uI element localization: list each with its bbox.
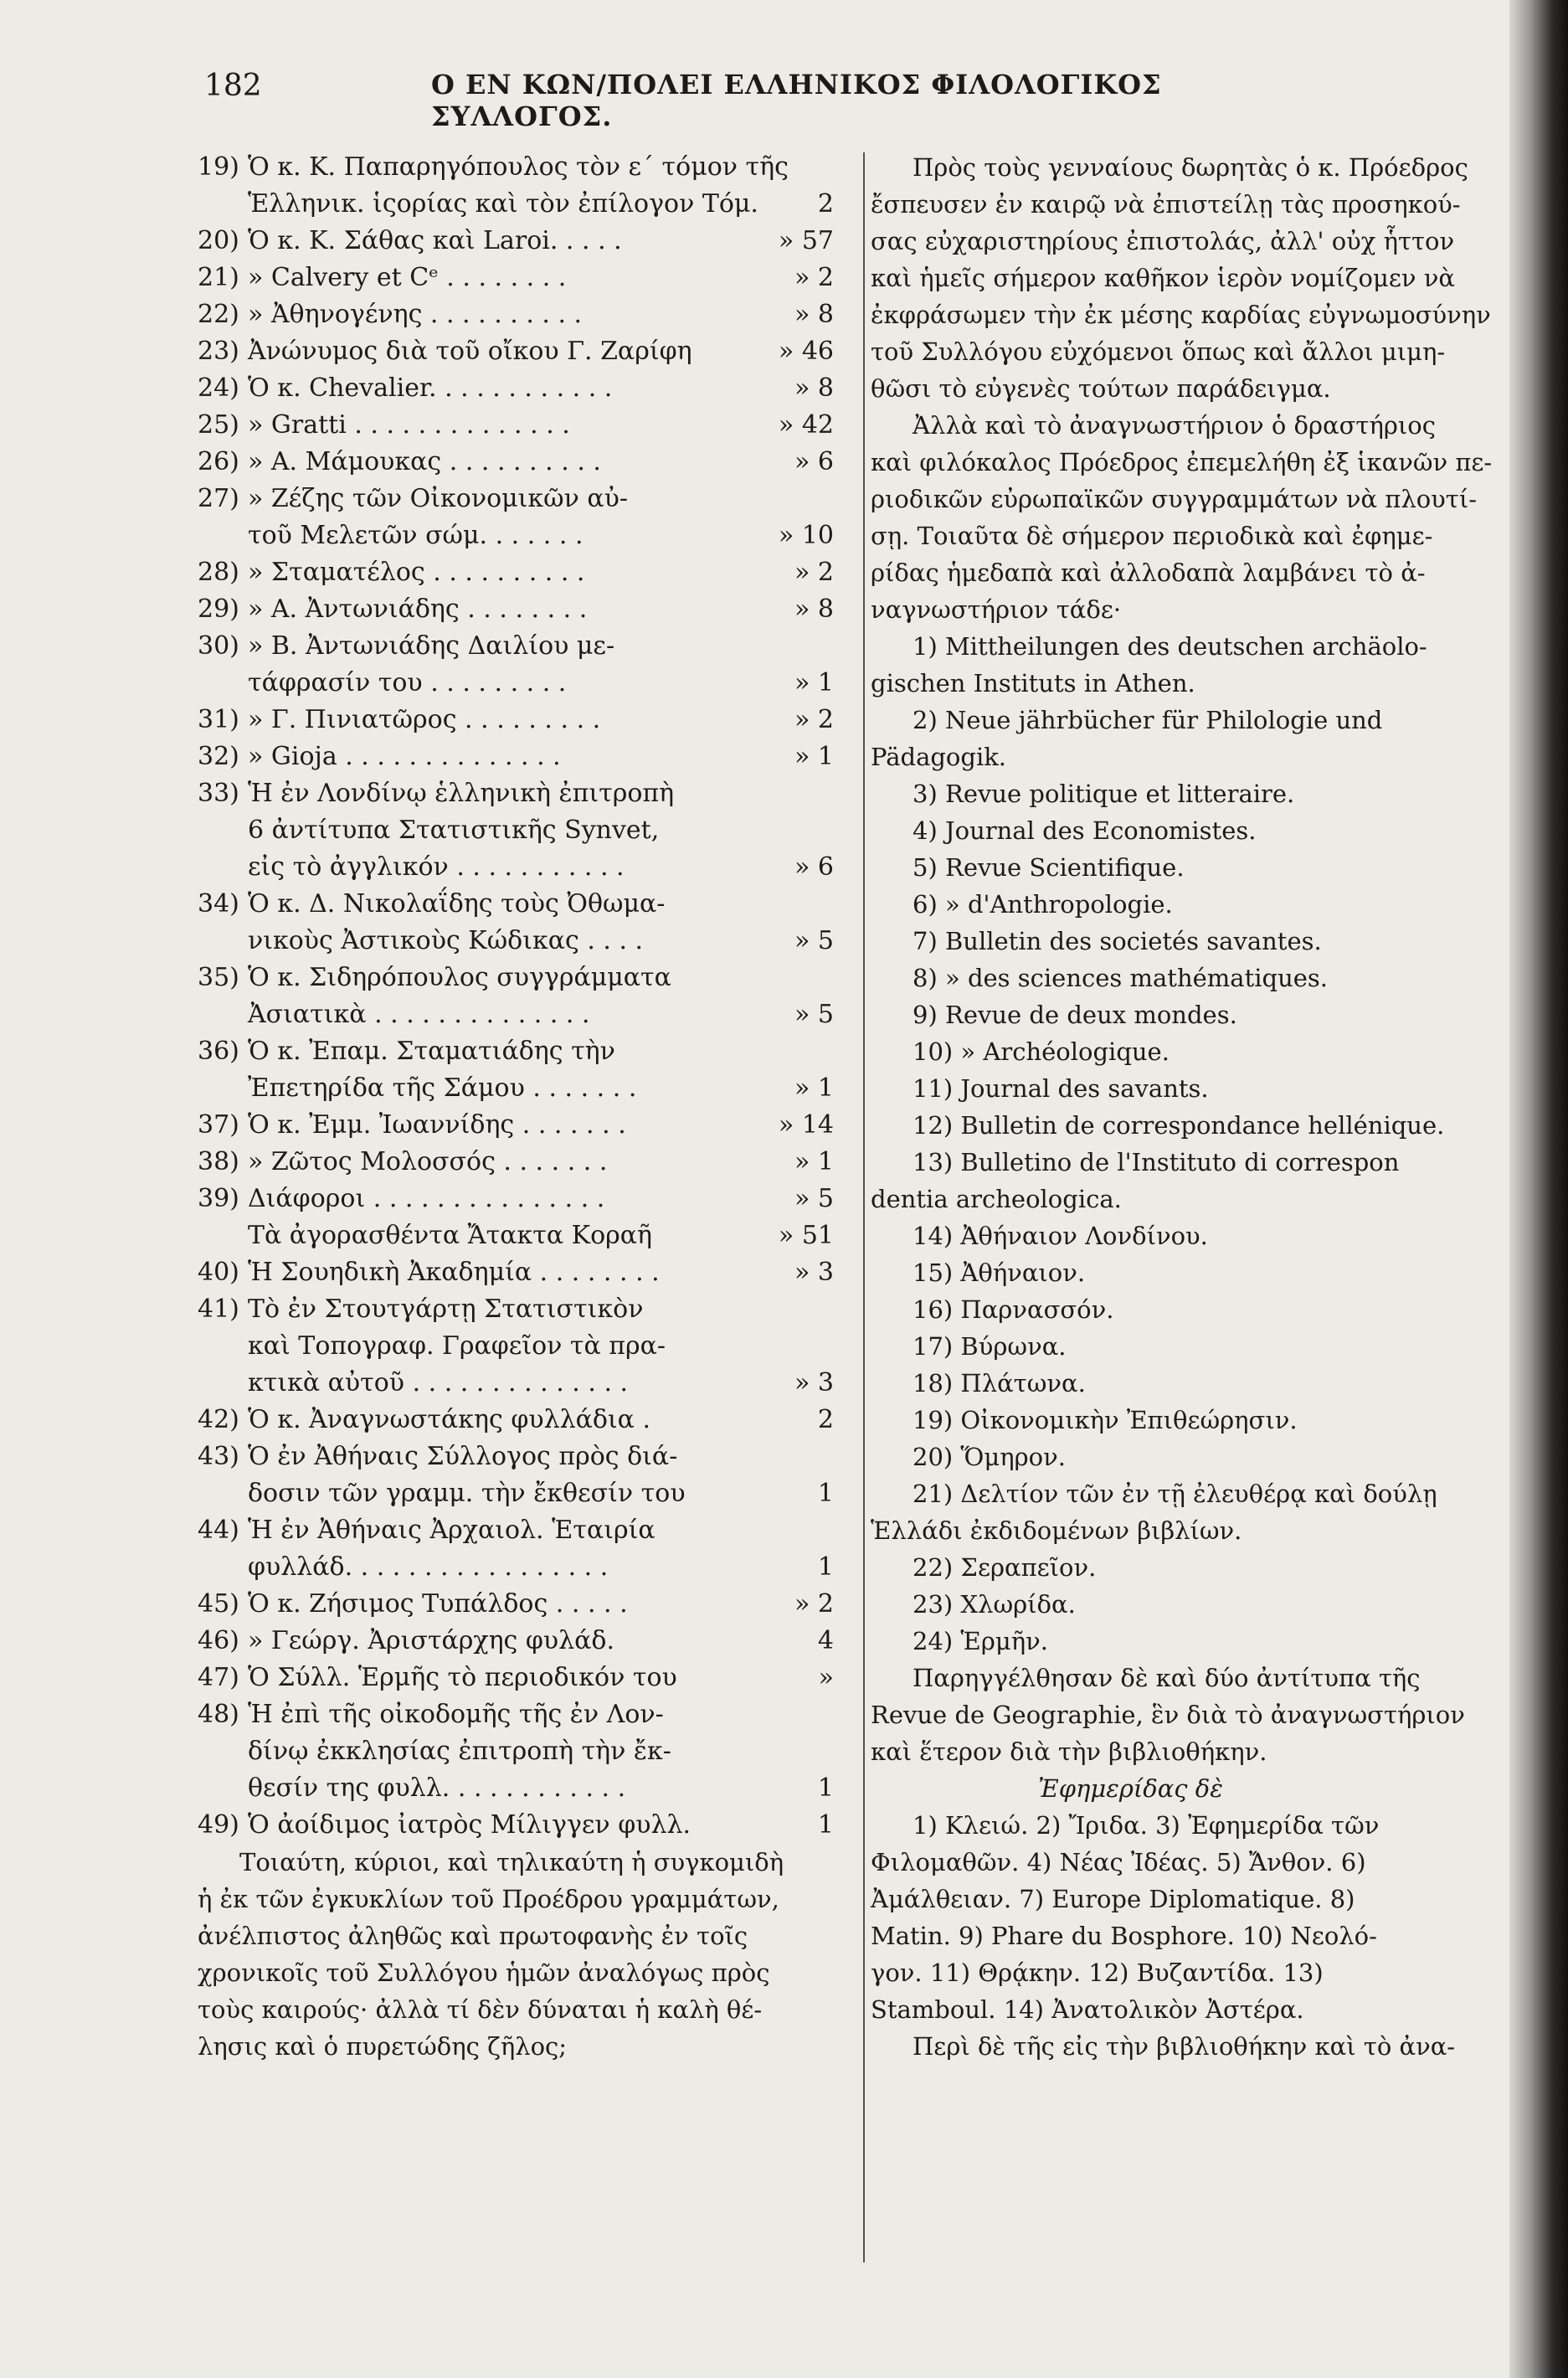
entry-text: καὶ Τοπογραφ. Γραφεῖον τὰ πρα- xyxy=(248,1331,666,1361)
donation-entry-line xyxy=(198,1181,842,1217)
intro-paragraph-line: ρίδας ἡμεδαπὰ καὶ ἀλλοδαπὰ λαμβάνει τὸ ἀ- xyxy=(871,558,1426,587)
donation-entry-line xyxy=(198,481,842,517)
newspaper-list-line: Φιλομαθῶν. 4) Νέας Ἰδέας. 5) Ἄνθον. 6) xyxy=(871,1848,1366,1876)
entry-count: 1 xyxy=(817,1773,834,1803)
entry-number: 35) xyxy=(198,963,239,992)
closing-paragraph-line: τοὺς καιρούς· ἀλλὰ τί δὲν δύναται ἡ καλὴ θέ- xyxy=(198,1995,763,2024)
intro-paragraph-line: ναγνωστήριον τάδε· xyxy=(871,595,1122,624)
entry-text: » Β. Ἀντωνιάδης Δαιλίου με- xyxy=(248,631,615,661)
entry-number: 45) xyxy=(198,1589,239,1619)
entry-text: εἰς τὸ ἀγγλικόν . . . . . . . . . . . xyxy=(248,852,625,882)
periodical-list-line: 12) Bulletin de correspondance hellénique. xyxy=(913,1111,1445,1140)
entry-number: 28) xyxy=(198,558,239,587)
entry-number: 40) xyxy=(198,1258,239,1287)
donation-entry-line xyxy=(198,223,842,260)
entry-number: 31) xyxy=(198,705,239,734)
entry-text: » Calvery et Cᵉ . . . . . . . . xyxy=(248,263,567,292)
donation-entry-line xyxy=(198,1144,842,1181)
entry-number: 48) xyxy=(198,1700,239,1729)
intro-paragraph-line: ριοδικῶν εὐρωπαϊκῶν συγγραμμάτων νὰ πλουτί- xyxy=(871,485,1478,513)
entry-text: » Γεώργ. Ἀριστάρχης φυλάδ. xyxy=(248,1626,614,1655)
entry-count: » 2 xyxy=(794,558,834,587)
entry-text: Ἀνώνυμος διὰ τοῦ οἴκου Γ. Ζαρίφη xyxy=(248,337,692,366)
entry-count: » 42 xyxy=(778,410,834,440)
newspaper-list-line: 1) Κλειώ. 2) Ἴριδα. 3) Ἐφημερίδα τῶν xyxy=(913,1811,1380,1840)
intro-paragraph-line: τοῦ Συλλόγου εὐχόμενοι ὅπως καὶ ἄλλοι μιμη- xyxy=(871,337,1446,366)
donation-entry-line xyxy=(198,1807,842,1844)
periodical-list-line: 11) Journal des savants. xyxy=(913,1074,1209,1103)
entry-count: » 1 xyxy=(794,1147,834,1176)
entry-count: 1 xyxy=(817,1552,834,1582)
entry-text: δοσιν τῶν γραμμ. τὴν ἔκθεσίν του xyxy=(248,1479,686,1508)
entry-number: 20) xyxy=(198,226,239,255)
entry-count: » 2 xyxy=(794,263,834,292)
right-column xyxy=(871,149,1493,2065)
entry-text: φυλλάδ. . . . . . . . . . . . . . . . . xyxy=(248,1552,609,1582)
donation-entry-line xyxy=(198,1512,842,1549)
entry-count: » 5 xyxy=(794,926,834,955)
donation-entry-line xyxy=(198,923,842,960)
left-column xyxy=(198,149,842,2065)
donation-entry-line xyxy=(198,1623,842,1660)
entry-text: Ὁ ἀοίδιμος ἰατρὸς Μίλιγγεν φυλλ. xyxy=(248,1810,691,1840)
entry-count: » 2 xyxy=(794,705,834,734)
donation-entry-line xyxy=(198,1254,842,1291)
donation-entry-line xyxy=(198,333,842,370)
entry-count: » 2 xyxy=(794,1589,834,1619)
column-divider xyxy=(863,152,865,2262)
entry-text: τάφρασίν του . . . . . . . . . xyxy=(248,668,567,697)
periodical-list-line: 24) Ἑρμῆν. xyxy=(913,1627,1048,1655)
entry-count: » 1 xyxy=(794,742,834,771)
entry-count: 4 xyxy=(817,1626,834,1655)
entry-number: 22) xyxy=(198,300,239,329)
entry-count: » 51 xyxy=(778,1221,834,1250)
donation-entry-line xyxy=(198,1033,842,1070)
periodical-list-line: 5) Revue Scientifique. xyxy=(913,853,1185,882)
donation-entry-line xyxy=(198,407,842,444)
entry-number: 29) xyxy=(198,594,239,624)
donation-entry-line xyxy=(198,628,842,665)
intro-paragraph-line: σας εὐχαριστηρίους ἐπιστολάς, ἀλλ' οὐχ ἧττον xyxy=(871,227,1455,255)
periodical-list-line: 19) Οἰκονομικὴν Ἐπιθεώρησιν. xyxy=(913,1406,1298,1434)
entry-number: 47) xyxy=(198,1663,239,1692)
entry-count: 2 xyxy=(817,1405,834,1434)
entry-text: Ὁ κ. Σιδηρόπουλος συγγράμματα xyxy=(248,963,671,992)
entry-count: » 3 xyxy=(794,1368,834,1397)
entry-text: Ὁ ἐν Ἀθήναις Σύλλογος πρὸς διά- xyxy=(248,1442,678,1471)
entry-number: 37) xyxy=(198,1110,239,1140)
closing-paragraph-line: Τοιαύτη, κύριοι, καὶ τηλικαύτη ἡ συγκομιδὴ xyxy=(239,1848,784,1876)
donation-entry-line xyxy=(198,665,842,702)
donation-entry-line xyxy=(198,149,842,186)
donation-entry-line xyxy=(198,1549,842,1586)
entry-text: Ἑλληνικ. ἱςορίας καὶ τὸν ἐπίλογον Τόμ. xyxy=(248,189,758,219)
entry-text: » Gioja . . . . . . . . . . . . . . xyxy=(248,742,561,771)
entry-text: Ἡ ἐν Λονδίνῳ ἑλληνικὴ ἐπιτροπὴ xyxy=(248,779,675,808)
entry-text: θεσίν της φυλλ. . . . . . . . . . . . xyxy=(248,1773,626,1803)
newspapers-heading: Ἐφημερίδας δὲ xyxy=(1038,1774,1223,1803)
closing-paragraph-line: ἡ ἐκ τῶν ἐγκυκλίων τοῦ Προέδρου γραμμάτων, xyxy=(198,1885,779,1913)
entry-count: 1 xyxy=(817,1479,834,1508)
periodical-list-line: 14) Ἀθήναιον Λονδίνου. xyxy=(913,1222,1208,1250)
periodical-list-line: dentia archeologica. xyxy=(871,1185,1122,1213)
entry-count: » 3 xyxy=(794,1258,834,1287)
entry-text: Ὁ κ. Δ. Νικολαΐδης τοὺς Ὀθωμα- xyxy=(248,889,666,919)
entry-text: 6 ἀντίτυπα Στατιστικῆς Synvet, xyxy=(248,816,660,845)
donation-entry-line xyxy=(198,960,842,996)
entry-number: 30) xyxy=(198,631,239,661)
entry-count: » 5 xyxy=(794,1184,834,1213)
page-header xyxy=(193,69,1298,132)
periodical-list-line: 23) Χλωρίδα. xyxy=(913,1590,1076,1619)
periodical-list-line: gischen Instituts in Athen. xyxy=(871,669,1195,697)
entry-count: » 14 xyxy=(778,1110,834,1140)
donation-entry-line xyxy=(198,370,842,407)
entry-text: Ὁ κ. Ζήσιμος Τυπάλδος . . . . . xyxy=(248,1589,628,1619)
entry-count: » 5 xyxy=(794,1000,834,1029)
entry-number: 42) xyxy=(198,1405,239,1434)
donation-entry-line xyxy=(198,1586,842,1623)
entry-number: 33) xyxy=(198,779,239,808)
intro-paragraph-line: σῃ. Τοιαῦτα δὲ σήμερον περιοδικὰ καὶ ἐφημε- xyxy=(871,522,1433,550)
periodical-list-line: 13) Bulletino de l'Instituto di correspon xyxy=(913,1148,1400,1176)
newspaper-list-line: Ἀμάλθειαν. 7) Europe Diplomatique. 8) xyxy=(871,1885,1355,1913)
entry-count: » 8 xyxy=(794,300,834,329)
intro-paragraph-line: ἐκφράσωμεν τὴν ἐκ μέσης καρδίας εὐγνωμοσύνην xyxy=(871,301,1491,329)
newspaper-list-line: γον. 11) Θρᾴκην. 12) Βυζαντίδα. 13) xyxy=(871,1959,1324,1987)
donation-entry-line xyxy=(198,1365,842,1402)
periodical-list-line: 15) Ἀθήναιον. xyxy=(913,1258,1086,1287)
entry-text: » Α. Ἀντωνιάδης . . . . . . . . xyxy=(248,594,588,624)
periodical-list-line: 21) Δελτίον τῶν ἐν τῇ ἐλευθέρᾳ καὶ δούλῃ xyxy=(913,1480,1437,1508)
running-title: Ο ΕΝ ΚΩΝ/ΠΟΛΕΙ ΕΛΛΗΝΙΚΟΣ ΦΙΛΟΛΟΓΙΚΟΣ ΣΥΛΛΟΓΟΣ. xyxy=(431,69,1162,132)
donation-entry-line xyxy=(198,1439,842,1475)
entry-number: 36) xyxy=(198,1037,239,1066)
entry-text: δίνῳ ἐκκλησίας ἐπιτροπὴ τὴν ἔκ- xyxy=(248,1737,671,1766)
closing-paragraph-line: χρονικοῖς τοῦ Συλλόγου ἡμῶν ἀναλόγως πρὸς xyxy=(198,1959,770,1987)
donation-entry-line xyxy=(198,444,842,481)
periodical-list-line: Pädagogik. xyxy=(871,743,1007,771)
entry-text: Ἡ ἐν Ἀθήναις Ἀρχαιολ. Ἑταιρία xyxy=(248,1516,655,1545)
entry-text: Τὸ ἐν Στουτγάρτῃ Στατιστικὸν xyxy=(248,1295,644,1324)
page-number: 182 xyxy=(204,69,262,103)
periodical-list-line: 7) Bulletin des societés savantes. xyxy=(913,927,1322,955)
donation-entry-line xyxy=(198,296,842,333)
donation-entry-line xyxy=(198,591,842,628)
donation-entry-line xyxy=(198,849,842,886)
subscription-paragraph-line: καὶ ἕτερον διὰ τὴν βιβλιοθήκην. xyxy=(871,1737,1267,1766)
entry-text: » Ζέζης τῶν Οἰκονομικῶν αὐ- xyxy=(248,484,629,513)
entry-number: 24) xyxy=(198,373,239,403)
entry-text: Ἀσιατικὰ . . . . . . . . . . . . . . xyxy=(248,1000,590,1029)
periodical-list-line: 6) » d'Anthropologie. xyxy=(913,890,1173,919)
entry-number: 27) xyxy=(198,484,239,513)
entry-text: » Ζῶτος Μολοσσός . . . . . . . xyxy=(248,1147,608,1176)
entry-text: Διάφοροι . . . . . . . . . . . . . . . xyxy=(248,1184,605,1213)
entry-text: Τὰ ἀγορασθέντα Ἄτακτα Κοραῆ xyxy=(248,1221,653,1250)
periodical-list-line: 20) Ὅμηρον. xyxy=(913,1443,1066,1471)
entry-number: 34) xyxy=(198,889,239,919)
entry-count: » 8 xyxy=(794,594,834,624)
donation-entry-line xyxy=(198,1217,842,1254)
periodical-list-line: 3) Revue politique et litteraire. xyxy=(913,780,1295,808)
entry-number: 39) xyxy=(198,1184,239,1213)
entry-count: » 6 xyxy=(794,852,834,882)
entry-text: τοῦ Μελετῶν σώμ. . . . . . . xyxy=(248,521,584,550)
entry-number: 19) xyxy=(198,152,239,182)
newspaper-list-line: Matin. 9) Phare du Bosphore. 10) Νεολό- xyxy=(871,1922,1377,1950)
donation-entry-line xyxy=(198,1696,842,1733)
entry-count: » 8 xyxy=(794,373,834,403)
periodical-list-line: 9) Revue de deux mondes. xyxy=(913,1001,1237,1029)
donation-entry-line xyxy=(198,1770,842,1807)
donation-entry-line xyxy=(198,996,842,1033)
entry-number: 26) xyxy=(198,447,239,476)
entry-text: Ὁ κ. Ἀναγνωστάκης φυλλάδια . xyxy=(248,1405,651,1434)
entry-count: » xyxy=(818,1663,834,1692)
periodical-list-line: 2) Neue jährbücher für Philologie und xyxy=(913,706,1383,734)
entry-number: 21) xyxy=(198,263,239,292)
intro-paragraph-line: Πρὸς τοὺς γενναίους δωρητὰς ὁ κ. Πρόεδρος xyxy=(913,153,1468,182)
periodical-list-line: 16) Παρνασσόν. xyxy=(913,1295,1114,1324)
continuation-line: Περὶ δὲ τῆς εἰς τὴν βιβλιοθήκην καὶ τὸ ἀνα- xyxy=(913,2032,1456,2061)
entry-text: Ὁ κ. Ἐπαμ. Σταματιάδης τὴν xyxy=(248,1037,615,1066)
donation-entry-line xyxy=(198,702,842,739)
subscription-paragraph-line: Παρηγγέλθησαν δὲ καὶ δύο ἀντίτυπα τῆς xyxy=(913,1664,1421,1692)
subscription-paragraph-line: Revue de Geographie, ἓν διὰ τὸ ἀναγνωστήριον xyxy=(871,1701,1465,1729)
donation-entry-line xyxy=(198,1660,842,1696)
donation-entry-line xyxy=(198,1070,842,1107)
entry-text: κτικὰ αὐτοῦ . . . . . . . . . . . . . . xyxy=(248,1368,629,1397)
entry-number: 25) xyxy=(198,410,239,440)
entry-number: 43) xyxy=(198,1442,239,1471)
periodical-list-line: 18) Πλάτωνα. xyxy=(913,1369,1086,1397)
entry-number: 23) xyxy=(198,337,239,366)
donation-entry-line xyxy=(198,775,842,812)
entry-number: 38) xyxy=(198,1147,239,1176)
entry-text: νικοὺς Ἀστικοὺς Κώδικας . . . . xyxy=(248,926,644,955)
entry-count: 2 xyxy=(817,189,834,219)
entry-text: Ὁ Σύλλ. Ἑρμῆς τὸ περιοδικόν του xyxy=(248,1663,677,1692)
entry-text: Ὁ κ. Chevalier. . . . . . . . . . . . xyxy=(248,373,613,403)
entry-text: » Gratti . . . . . . . . . . . . . . xyxy=(248,410,570,440)
entry-number: 44) xyxy=(198,1516,239,1545)
newspaper-list-line: Stamboul. 14) Ἀνατολικὸν Ἀστέρα. xyxy=(871,1995,1304,2024)
entry-count: » 1 xyxy=(794,668,834,697)
entry-count: » 46 xyxy=(778,337,834,366)
book-spine-shadow xyxy=(1509,0,1568,2378)
entry-count: » 10 xyxy=(778,521,834,550)
donation-entry-line xyxy=(198,812,842,849)
periodical-list-line: 8) » des sciences mathématiques. xyxy=(913,964,1329,992)
intro-paragraph-line: θῶσι τὸ εὐγενὲς τούτων παράδειγμα. xyxy=(871,374,1331,403)
donation-entry-line xyxy=(198,739,842,775)
intro-paragraph-line: καὶ φιλόκαλος Πρόεδρος ἐπεμελήθη ἐξ ἱκανῶν πε- xyxy=(871,448,1493,476)
periodical-list-line: 17) Βύρωνα. xyxy=(913,1332,1067,1361)
entry-text: » Α. Μάμουκας . . . . . . . . . . xyxy=(248,447,601,476)
donation-entry-line xyxy=(198,260,842,296)
periodical-list-line: 22) Σεραπεῖον. xyxy=(913,1553,1097,1582)
intro-paragraph-line: ἔσπευσεν ἐν καιρῷ νὰ ἐπιστείλῃ τὰς προσηκού- xyxy=(871,190,1461,219)
entry-number: 41) xyxy=(198,1295,239,1324)
entry-count: » 1 xyxy=(794,1073,834,1103)
entry-text: Ὁ κ. Ἐμμ. Ἰωαννίδης . . . . . . . xyxy=(248,1110,626,1140)
entry-text: Ὁ κ. Κ. Σάθας καὶ Laroi. . . . . xyxy=(248,226,622,255)
intro-paragraph-line: Ἀλλὰ καὶ τὸ ἀναγνωστήριον ὁ δραστήριος xyxy=(913,411,1436,440)
donation-entry-line xyxy=(198,1402,842,1439)
entry-number: 32) xyxy=(198,742,239,771)
entry-count: » 6 xyxy=(794,447,834,476)
periodical-list-line: 10) » Archéologique. xyxy=(913,1037,1170,1066)
periodical-list-line: 4) Journal des Economistes. xyxy=(913,816,1257,845)
entry-text: Ἐπετηρίδα τῆς Σάμου . . . . . . . xyxy=(248,1073,637,1103)
entry-text: » Ἀθηνογένης . . . . . . . . . . xyxy=(248,300,583,329)
entry-count: 1 xyxy=(817,1810,834,1840)
periodical-list-line: Ἑλλάδι ἐκδιδομένων βιβλίων. xyxy=(871,1516,1242,1545)
periodical-list-line: 1) Mittheilungen des deutschen archäolo- xyxy=(913,632,1427,661)
entry-number: 49) xyxy=(198,1810,239,1840)
entry-number: 46) xyxy=(198,1626,239,1655)
donation-entry-line xyxy=(198,1475,842,1512)
donation-entry-line xyxy=(198,1107,842,1144)
entry-text: » Γ. Πινιατῶρος . . . . . . . . . xyxy=(248,705,601,734)
donation-entry-line xyxy=(198,886,842,923)
entry-count: » 57 xyxy=(778,226,834,255)
donation-entry-line xyxy=(198,517,842,554)
donation-entry-line xyxy=(198,1733,842,1770)
donation-entry-line xyxy=(198,1328,842,1365)
entry-text: Ὁ κ. Κ. Παπαρηγόπουλος τὸν ε΄ τόμον τῆς xyxy=(248,152,789,182)
entry-text: Ἡ ἐπὶ τῆς οἰκοδομῆς τῆς ἐν Λον- xyxy=(248,1700,664,1729)
donation-entry-line xyxy=(198,554,842,591)
entry-text: Ἡ Σουηδικὴ Ἀκαδημία . . . . . . . . xyxy=(248,1258,660,1287)
closing-paragraph-line: λησις καὶ ὁ πυρετώδης ζῆλος; xyxy=(198,2032,568,2061)
entry-text: » Σταματέλος . . . . . . . . . . xyxy=(248,558,585,587)
donation-entry-line xyxy=(198,1291,842,1328)
donation-entry-line xyxy=(198,186,842,223)
intro-paragraph-line: καὶ ἡμεῖς σήμερον καθῆκον ἱερὸν νομίζομεν νὰ xyxy=(871,264,1455,292)
closing-paragraph-line: ἀνέλπιστος ἀληθῶς καὶ πρωτοφανὴς ἐν τοῖς xyxy=(198,1922,748,1950)
